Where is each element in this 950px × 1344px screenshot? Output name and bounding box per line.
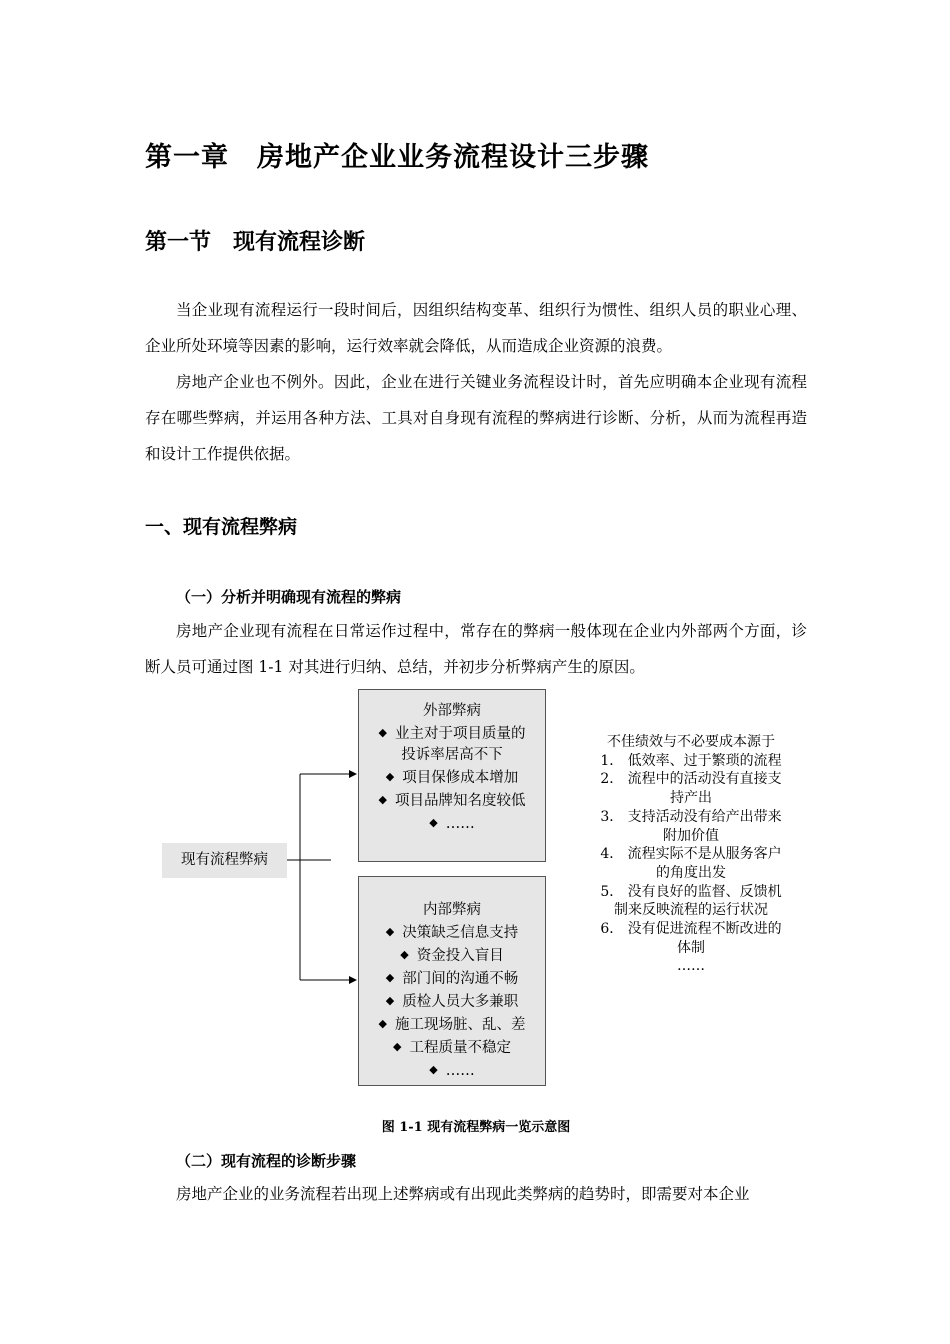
figure-caption: 图 1-1 现有流程弊病一览示意图: [381, 1120, 571, 1135]
diamond-bullet-icon: ◆: [385, 971, 395, 984]
cause-line: 体制: [677, 939, 705, 956]
diamond-bullet-icon: ◆: [429, 816, 438, 829]
cause-line: 1． 低效率、过于繁琐的流程: [600, 752, 782, 769]
cause-line: 的角度出发: [656, 864, 726, 881]
cause-line: 5． 没有良好的监督、反馈机: [600, 883, 782, 900]
diamond-bullet-icon: ◆: [378, 726, 387, 739]
diamond-bullet-icon: ◆: [400, 948, 409, 961]
internal-item: 工程质量不稳定: [409, 1040, 511, 1056]
external-item: 项目保修成本增加: [402, 770, 519, 786]
diamond-bullet-icon: ◆: [429, 1063, 438, 1076]
external-item: 项目品牌知名度较低: [394, 793, 526, 809]
intro-paragraph: 房地产企业也不例外。因此，企业在进行关键业务流程设计时，首先应明确本企业现有流程存在哪些弊病，并运用各种方法、工具对自身现有流程的弊病进行诊断、分析，从而为流程再造和设计工作提供依据。: [145, 373, 807, 463]
diamond-bullet-icon: ◆: [385, 994, 395, 1007]
heading-existing-flaws: 一、现有流程弊病: [145, 516, 298, 538]
external-flaws-box: [358, 689, 546, 862]
internal-item: 质检人员大多兼职: [402, 994, 519, 1010]
external-title: 外部弊病: [423, 703, 481, 719]
body-text-2: [145, 1176, 807, 1212]
cause-line: 持产出: [670, 790, 712, 807]
external-item: 投诉率居高不下: [401, 747, 503, 763]
internal-item: 决策缺乏信息支持: [402, 925, 519, 941]
cause-line: 2． 流程中的活动没有直接支: [600, 771, 782, 788]
internal-item: 资金投入盲目: [416, 948, 504, 964]
internal-title: 内部弊病: [423, 902, 481, 918]
causes-title: 不佳绩效与不必要成本源于: [607, 734, 775, 750]
cause-line: ……: [677, 958, 705, 975]
diamond-bullet-icon: ◆: [393, 1040, 402, 1053]
subheading-steps: （二）现有流程的诊断步骤: [176, 1152, 357, 1170]
internal-item: 施工现场脏、乱、差: [394, 1017, 526, 1033]
external-item: ……: [445, 816, 475, 832]
intro-paragraph: 当企业现有流程运行一段时间后，因组织结构变革、组织行为惯性、组织人员的职业心理、企业所处环境等因素的影响，运行效率就会降低，从而造成企业资源的浪费。: [145, 301, 807, 355]
chapter-title: 第一章 房地产企业业务流程设计三步骤: [145, 142, 649, 173]
internal-item: ……: [445, 1063, 475, 1079]
diamond-bullet-icon: ◆: [378, 793, 387, 806]
diamond-bullet-icon: ◆: [378, 1017, 387, 1030]
cause-line: 3． 支持活动没有给产出带来: [600, 808, 782, 825]
section-title: 第一节 现有流程诊断: [145, 229, 366, 255]
root-node: 现有流程弊病: [162, 843, 287, 878]
cause-line: 6． 没有促进流程不断改进的: [600, 921, 782, 938]
cause-line: 附加价值: [663, 827, 719, 844]
external-item: 业主对于项目质量的: [394, 726, 526, 742]
internal-item: 部门间的沟通不畅: [402, 971, 519, 987]
internal-flaws-box: [358, 876, 546, 1086]
body-paragraph: 房地产企业现有流程在日常运作过程中，常存在的弊病一般体现在企业内外部两个方面，诊断人员可通过图 1-1 对其进行归纳、总结，并初步分析弊病产生的原因。: [145, 622, 807, 676]
cause-line: 4． 流程实际不是从服务客户: [600, 846, 782, 863]
cause-line: 制来反映流程的运行状况: [614, 902, 768, 919]
causes-list: [580, 733, 802, 976]
diamond-bullet-icon: ◆: [385, 770, 395, 783]
body-paragraph: 房地产企业的业务流程若出现上述弊病或有出现此类弊病的趋势时，即需要对本企业: [176, 1185, 750, 1203]
subheading-analyze: （一）分析并明确现有流程的弊病: [176, 588, 402, 606]
diamond-bullet-icon: ◆: [385, 925, 395, 938]
